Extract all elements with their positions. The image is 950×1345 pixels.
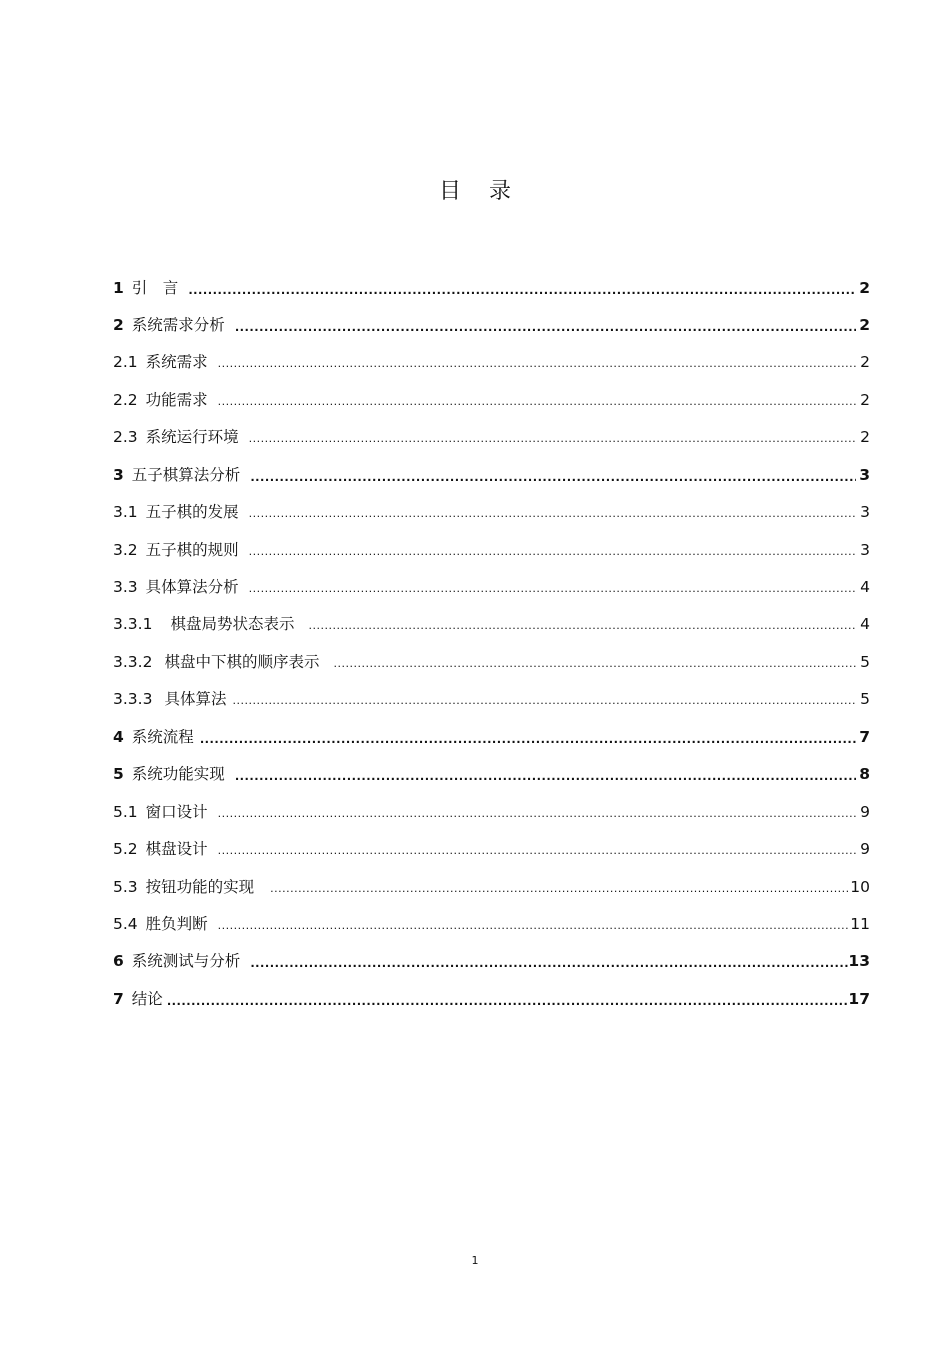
toc-leader-dots — [249, 427, 856, 447]
toc-entry-label: 系统测试与分析 — [131, 952, 241, 970]
toc-entry-number: 3.2 — [113, 541, 138, 559]
toc-entry-label: 功能需求 — [145, 391, 208, 409]
toc-leader-dots — [218, 839, 856, 859]
toc-entry-2[interactable] — [113, 307, 870, 335]
toc-entry-2-1[interactable] — [113, 344, 870, 372]
toc-leader-dots — [218, 390, 856, 410]
toc-entry-7[interactable] — [113, 981, 870, 1009]
toc-entry-page: 2 — [860, 353, 870, 371]
toc-entry-5[interactable] — [113, 756, 870, 784]
toc-entry-number: 5.3 — [113, 878, 138, 896]
toc-entry-page: 9 — [860, 803, 870, 821]
toc-entry-page: 9 — [860, 840, 870, 858]
toc-entry-number: 3.3 — [113, 578, 138, 596]
toc-entry-label: 棋盘局势状态表示 — [170, 615, 295, 633]
toc-entry-1[interactable] — [113, 270, 870, 298]
toc-entry-3[interactable] — [113, 457, 870, 485]
toc-entry-label: 系统运行环境 — [145, 428, 239, 446]
toc-entry-page: 3 — [859, 466, 870, 484]
toc-entry-page: 7 — [859, 728, 870, 746]
toc-entry-page: 11 — [850, 915, 870, 933]
toc-entry-2-3[interactable] — [113, 419, 870, 447]
toc-entry-label: 按钮功能的实现 — [145, 878, 255, 896]
toc-entry-number: 1 — [113, 279, 124, 297]
toc-entry-label: 引 言 — [131, 279, 179, 297]
toc-leader-dots — [250, 951, 848, 971]
toc-leader-dots — [232, 689, 856, 709]
toc-entry-number: 5.1 — [113, 803, 138, 821]
toc-entry-2-2[interactable] — [113, 382, 870, 410]
toc-title — [0, 174, 950, 205]
toc-entry-page: 5 — [860, 690, 870, 708]
toc-title-part2: 录 — [489, 179, 512, 204]
toc-entry-page: 8 — [859, 765, 870, 783]
toc-entry-3-1[interactable] — [113, 494, 870, 522]
toc-leader-dots — [188, 278, 856, 298]
toc-leader-dots — [218, 802, 856, 822]
footer-page-number: 1 — [471, 1254, 479, 1267]
toc-entry-number: 3.1 — [113, 503, 138, 521]
toc-entry-label: 系统需求分析 — [131, 316, 225, 334]
toc-entry-3-2[interactable] — [113, 532, 870, 560]
toc-entry-page: 5 — [860, 653, 870, 671]
toc-entry-3-3-3[interactable] — [113, 681, 870, 709]
toc-entry-4[interactable] — [113, 719, 870, 747]
toc-entry-3-3-1[interactable] — [113, 606, 870, 634]
toc-leader-dots — [167, 989, 849, 1009]
toc-entry-number: 2.2 — [113, 391, 138, 409]
toc-leader-dots — [249, 540, 856, 560]
toc-entry-5-4[interactable] — [113, 906, 870, 934]
toc-entry-number: 4 — [113, 728, 124, 746]
toc-leader-dots — [200, 727, 856, 747]
toc-entry-number: 3 — [113, 466, 124, 484]
toc-entry-page: 3 — [860, 503, 870, 521]
toc-entry-page: 2 — [860, 391, 870, 409]
toc-entry-page: 4 — [860, 615, 870, 633]
toc-entry-number: 5.4 — [113, 915, 138, 933]
toc-entry-number: 3.3.3 — [113, 690, 153, 708]
toc-entry-number: 5.2 — [113, 840, 138, 858]
toc-entry-label: 棋盘中下棋的顺序表示 — [164, 653, 320, 671]
toc-leader-dots — [250, 465, 856, 485]
toc-leader-dots — [218, 352, 856, 372]
toc-entry-label: 五子棋算法分析 — [131, 466, 241, 484]
toc-entry-number: 2.3 — [113, 428, 138, 446]
toc-entry-label: 五子棋的发展 — [145, 503, 239, 521]
toc-entry-page: 2 — [859, 316, 870, 334]
toc-entry-label: 具体算法分析 — [145, 578, 239, 596]
toc-leader-dots — [235, 764, 856, 784]
toc-entry-page: 17 — [848, 990, 870, 1008]
toc-entry-number: 3.3.2 — [113, 653, 153, 671]
toc-leader-dots — [308, 614, 856, 634]
toc-entry-page: 2 — [859, 279, 870, 297]
toc-entry-page: 10 — [850, 878, 870, 896]
toc-entry-label: 窗口设计 — [145, 803, 208, 821]
toc-entry-3-3[interactable] — [113, 569, 870, 597]
toc-entry-label: 棋盘设计 — [145, 840, 208, 858]
toc-entry-label: 系统需求 — [145, 353, 208, 371]
toc-entry-label: 系统流程 — [131, 728, 194, 746]
toc-entry-5-3[interactable] — [113, 869, 870, 897]
toc-leader-dots — [218, 914, 851, 934]
toc-entry-5-1[interactable] — [113, 794, 870, 822]
toc-entry-page: 4 — [860, 578, 870, 596]
toc-entry-page: 13 — [848, 952, 870, 970]
toc-entry-6[interactable] — [113, 943, 870, 971]
toc-leader-dots — [333, 652, 856, 672]
toc-leader-dots — [249, 502, 856, 522]
toc-entry-number: 5 — [113, 765, 124, 783]
toc-entry-number: 2.1 — [113, 353, 138, 371]
toc-entry-3-3-2[interactable] — [113, 644, 870, 672]
toc-entry-5-2[interactable] — [113, 831, 870, 859]
toc-entry-label: 胜负判断 — [145, 915, 208, 933]
toc-leader-dots — [249, 577, 856, 597]
toc-entry-number: 3.3.1 — [113, 615, 153, 633]
toc-title-part1: 目 — [438, 179, 461, 204]
toc-entry-number: 2 — [113, 316, 124, 334]
toc-entry-label: 五子棋的规则 — [145, 541, 239, 559]
toc-entry-label: 具体算法 — [164, 690, 227, 708]
toc-entry-number: 7 — [113, 990, 124, 1008]
toc-entry-page: 3 — [860, 541, 870, 559]
toc-entry-number: 6 — [113, 952, 124, 970]
toc-entry-page: 2 — [860, 428, 870, 446]
toc-entry-label: 系统功能实现 — [131, 765, 225, 783]
toc-entry-label: 结论 — [131, 990, 163, 1008]
toc-leader-dots — [235, 315, 856, 335]
toc-leader-dots — [270, 877, 850, 897]
